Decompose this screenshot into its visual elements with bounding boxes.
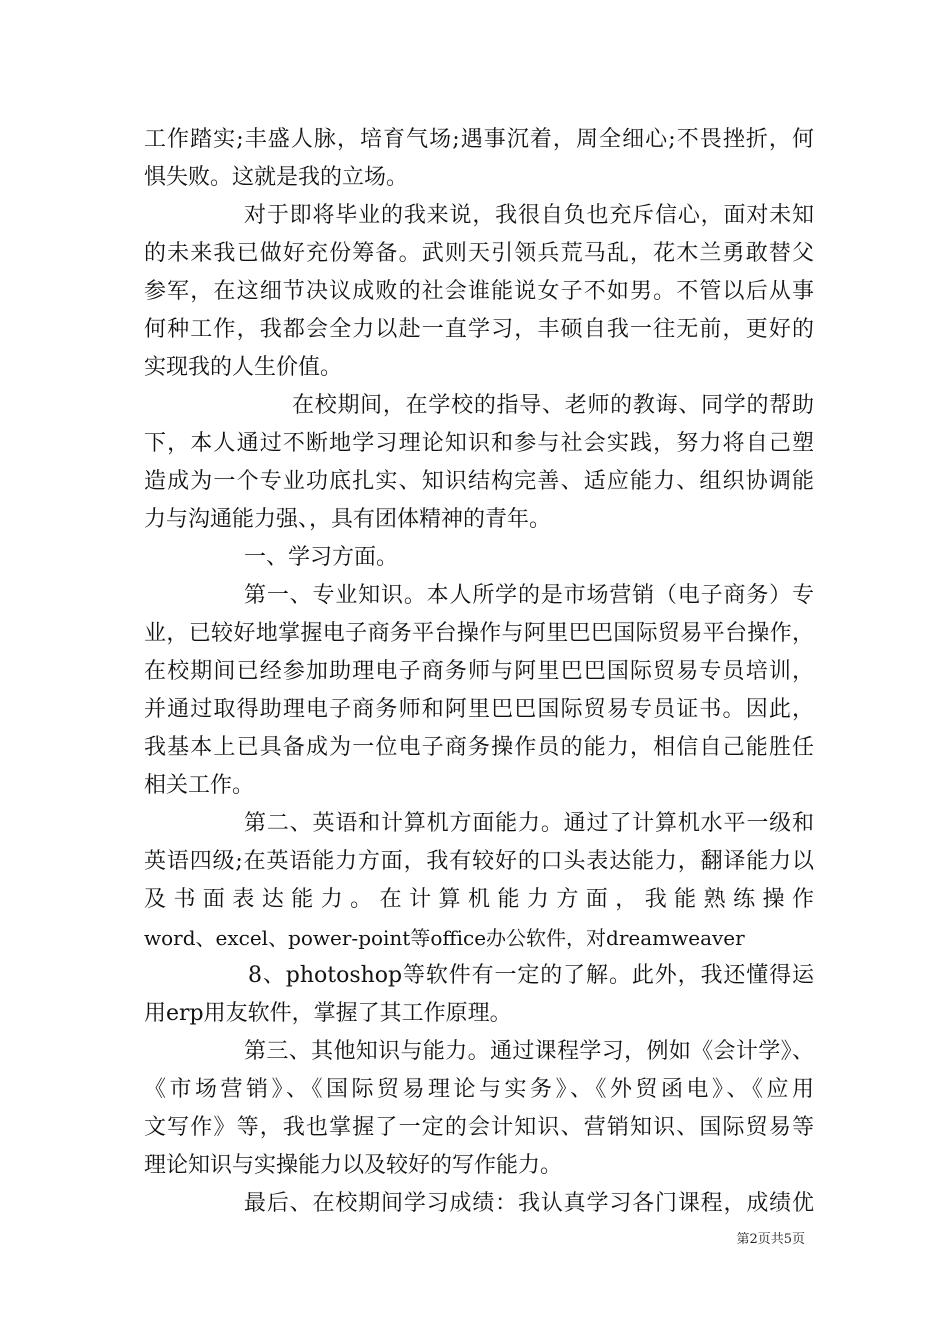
text-line: 在校期间已经参加助理电子商务师与阿里巴巴国际贸易专员培训， — [144, 659, 814, 684]
text-line: 第一、专业知识。本人所学的是市场营销（电子商务）专 — [244, 583, 814, 608]
text-line: 英语四级;在英语能力方面，我有较好的口头表达能力，翻译能力以 — [144, 849, 814, 874]
text-line: 的未来我已做好充份筹备。武则天引领兵荒马乱，花木兰勇敢替父 — [144, 241, 814, 266]
text-line: 力与沟通能力强、，具有团体精神的青年。 — [144, 507, 552, 532]
text-line: 业，已较好地掌握电子商务平台操作与阿里巴巴国际贸易平台操作， — [144, 621, 814, 646]
text-line: 相关工作。 — [144, 773, 255, 798]
text-line: 《市场营销》、《国际贸易理论与实务》、《外贸函电》、《应用 — [144, 1077, 814, 1102]
text-line: 用erp用友软件，掌握了其工作原理。 — [144, 1001, 512, 1026]
text-line: 文写作》等，我也掌握了一定的会计知识、营销知识、国际贸易等 — [144, 1115, 814, 1140]
text-line: 最后、在校期间学习成绩：我认真学习各门课程，成绩优 — [244, 1191, 814, 1216]
text-line: 惧失败。这就是我的立场。 — [144, 165, 409, 190]
text-line: 及书面表达能力。在计算机能力方面，我能熟练操作 — [144, 887, 814, 912]
text-line: 8、photoshop等软件有一定的了解。此外，我还懂得运 — [248, 963, 814, 988]
text-line: 并通过取得助理电子商务师和阿里巴巴国际贸易专员证书。因此， — [144, 697, 814, 722]
text-line: 何种工作，我都会全力以赴一直学习，丰硕自我一往无前，更好的 — [144, 317, 814, 342]
text-line: 对于即将毕业的我来说，我很自负也充斥信心，面对未知 — [244, 203, 814, 228]
text-line: 第二、英语和计算机方面能力。通过了计算机水平一级和 — [244, 811, 814, 836]
text-line: 在校期间，在学校的指导、老师的教诲、同学的帮助 — [292, 393, 814, 418]
text-line: 实现我的人生价值。 — [144, 355, 343, 380]
text-line: word、excel、power-point等office办公软件，对dreamweaver — [144, 926, 745, 950]
page-number: 第2页共5页 — [736, 1232, 805, 1247]
text-line: 工作踏实;丰盛人脉，培育气场;遇事沉着，周全细心;不畏挫折，何 — [144, 127, 814, 152]
text-line: 第三、其他知识与能力。通过课程学习，例如《会计学》、 — [244, 1039, 814, 1064]
section-heading: 一、学习方面。 — [244, 545, 399, 570]
text-line: 下，本人通过不断地学习理论知识和参与社会实践，努力将自己塑 — [144, 431, 814, 456]
text-line: 理论知识与实操能力以及较好的写作能力。 — [144, 1153, 563, 1178]
text-line: 参军，在这细节决议成败的社会谁能说女子不如男。不管以后从事 — [144, 279, 814, 304]
text-line: 造成为一个专业功底扎实、知识结构完善、适应能力、组织协调能 — [144, 469, 814, 494]
text-line: 我基本上已具备成为一位电子商务操作员的能力，相信自己能胜任 — [144, 735, 814, 760]
